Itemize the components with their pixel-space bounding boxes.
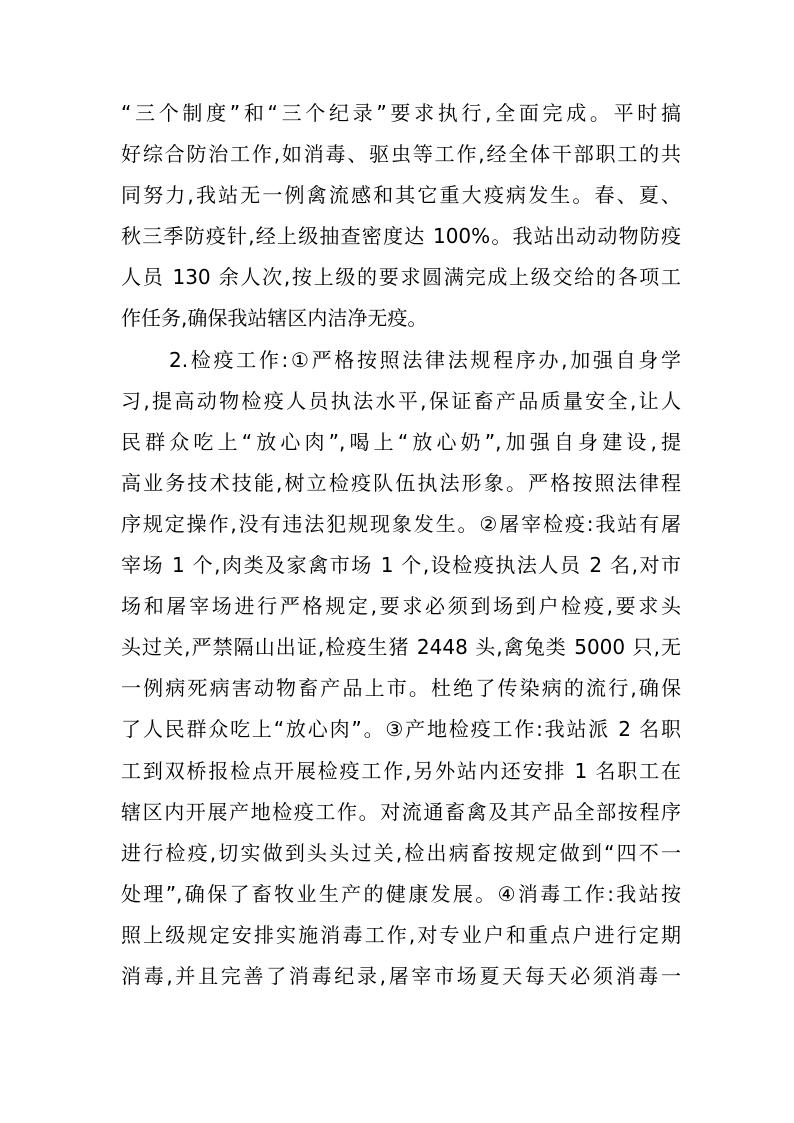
text-line: 消毒,并且完善了消毒纪录,屠宰市场夏天每天必须消毒一 (121, 963, 681, 988)
text-line: “三个制度”和“三个纪录”要求执行,全面完成。平时搞 (121, 101, 681, 125)
text-line: 工到双桥报检点开展检疫工作,另外站内还安排 1 名职工在 (121, 758, 681, 783)
text-line: 民群众吃上“放心肉”,喝上“放心奶”,加强自身建设,提 (121, 429, 681, 454)
text-line: 进行检疫,切实做到头头过关,检出病畜按规定做到“四不一 (121, 840, 681, 865)
text-line: 处理”,确保了畜牧业生产的健康发展。④消毒工作:我站按 (121, 881, 681, 906)
text-line: 宰场 1 个,肉类及家禽市场 1 个,设检疫执法人员 2 名,对市 (121, 553, 681, 578)
body-text (121, 93, 681, 997)
text-line: 辖区内开展产地检疫工作。对流通畜禽及其产品全部按程序 (121, 799, 681, 824)
text-line: 人员 130 余人次,按上级的要求圆满完成上级交给的各项工 (121, 265, 681, 290)
text-line: 同努力,我站无一例禽流感和其它重大疫病发生。春、夏、 (121, 183, 681, 208)
text-line: 了人民群众吃上“放心肉”。③产地检疫工作:我站派 2 名职 (121, 717, 681, 742)
text-line: 秋三季防疫针,经上级抽查密度达 100%。我站出动动物防疫 (121, 224, 681, 249)
text-line: 作任务,确保我站辖区内洁净无疫。 (121, 306, 428, 331)
text-line: 照上级规定安排实施消毒工作,对专业户和重点户进行定期 (121, 922, 681, 947)
text-line: 序规定操作,没有违法犯规现象发生。②屠宰检疫:我站有屠 (121, 511, 681, 536)
text-line: 头过关,严禁隔山出证,检疫生猪 2448 头,禽兔类 5000 只,无 (121, 635, 681, 660)
text-line: 场和屠宰场进行严格规定,要求必须到场到户检疫,要求头 (121, 594, 681, 619)
text-line: 一例病死病害动物畜产品上市。杜绝了传染病的流行,确保 (121, 676, 681, 701)
text-line: 高业务技术技能,树立检疫队伍执法形象。严格按照法律程 (121, 470, 681, 495)
text-line: 习,提高动物检疫人员执法水平,保证畜产品质量安全,让人 (121, 388, 681, 413)
text-line: 好综合防治工作,如消毒、驱虫等工作,经全体干部职工的共 (121, 142, 681, 167)
paragraph-start-line: 2.检疫工作:①严格按照法律法规程序办,加强自身学 (169, 347, 681, 372)
